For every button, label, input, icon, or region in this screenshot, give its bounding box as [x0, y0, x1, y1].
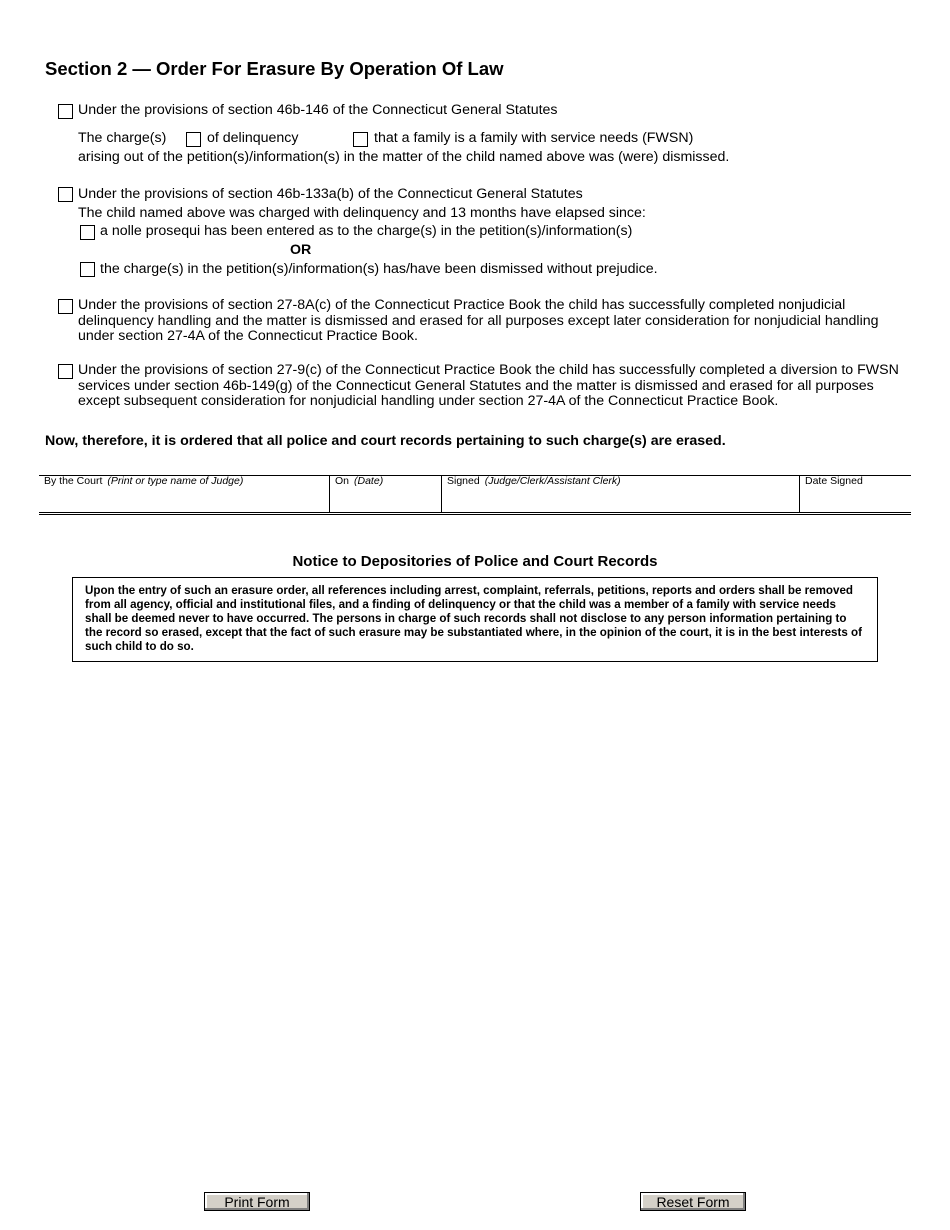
- notice-title: Notice to Depositories of Police and Court Records: [292, 553, 658, 570]
- judge-name-field[interactable]: [44, 489, 328, 511]
- signed-label-group: [447, 475, 621, 487]
- signature-table-divider: [799, 476, 800, 512]
- dismissed-without-prejudice-checkbox[interactable]: [80, 262, 95, 277]
- option-46b-133a-checkbox[interactable]: [58, 187, 73, 202]
- delinquency-checkbox[interactable]: [186, 132, 201, 147]
- signed-hint: (Judge/Clerk/Assistant Clerk): [484, 475, 621, 487]
- on-date-label-group: [335, 475, 383, 487]
- dismissed-statement: arising out of the petition(s)/information(s) in the matter of the child named above was (were) dismissed.: [78, 149, 730, 165]
- signature-table-bottom-border: [39, 512, 911, 513]
- on-date-field[interactable]: [335, 489, 439, 511]
- on-date-label: On: [335, 475, 350, 487]
- elapsed-statement: The child named above was charged with delinquency and 13 months have elapsed since:: [78, 205, 646, 221]
- charges-prefix-label: The charge(s): [78, 130, 167, 146]
- nolle-prosequi-label: a nolle prosequi has been entered as to the charge(s) in the petition(s)/information(s): [100, 223, 633, 239]
- notice-box: [72, 577, 878, 662]
- signature-table-divider: [329, 476, 330, 512]
- fwsn-label: that a family is a family with service needs (FWSN): [374, 130, 694, 146]
- option-46b-133a-label: Under the provisions of section 46b-133a(b) of the Connecticut General Statutes: [78, 186, 583, 202]
- delinquency-label: of delinquency: [207, 130, 299, 146]
- reset-form-button[interactable]: Reset Form: [640, 1192, 746, 1211]
- option-27-8a-checkbox[interactable]: [58, 299, 73, 314]
- option-27-9c-checkbox[interactable]: [58, 364, 73, 379]
- signed-label: Signed: [447, 475, 480, 487]
- option-27-9c-text: Under the provisions of section 27-9(c) of the Connecticut Practice Book the child has successfully completed a diversion to FWSN services under section 46b-149(g) of the Connecticut General Statutes and the matter is dismissed and erased for all purposes except subsequent consideration for nonjudicial handling under section 27-4A of the Connecticut Practice Book.: [78, 362, 899, 409]
- order-statement: Now, therefore, it is ordered that all police and court records pertaining to such charge(s) are erased.: [45, 433, 726, 449]
- by-court-hint: (Print or type name of Judge): [107, 475, 244, 487]
- on-date-hint: (Date): [354, 475, 384, 487]
- signature-table-divider: [441, 476, 442, 512]
- or-separator: OR: [290, 242, 312, 258]
- date-signed-label: Date Signed: [805, 475, 863, 487]
- by-court-label-group: [44, 475, 243, 487]
- fwsn-checkbox[interactable]: [353, 132, 368, 147]
- by-court-label: By the Court: [44, 475, 103, 487]
- signed-field[interactable]: [447, 489, 797, 511]
- print-form-button[interactable]: Print Form: [204, 1192, 310, 1211]
- date-signed-field[interactable]: [805, 489, 909, 511]
- option-46b-146-checkbox[interactable]: [58, 104, 73, 119]
- nolle-prosequi-checkbox[interactable]: [80, 225, 95, 240]
- option-27-8a-text: Under the provisions of section 27-8A(c) of the Connecticut Practice Book the child has successfully completed nonjudicial delinquency handling and the matter is dismissed and erased for all purposes except later consideration for nonjudicial handling under section 27-4A of the Connecticut Practice Book.: [78, 297, 879, 344]
- section-title: Section 2 — Order For Erasure By Operation Of Law: [45, 58, 504, 79]
- option-46b-146-label: Under the provisions of section 46b-146 of the Connecticut General Statutes: [78, 102, 558, 118]
- notice-body: Upon the entry of such an erasure order, all references including arrest, complaint, referrals, petitions, reports and orders shall be removed from all agency, official and institutional files, and a finding of delinquency or that the child was a member of a family with service needs shall be deemed never to have occurred. The persons in charge of such records shall not disclose to any person information pertaining to the record so erased, except that the fact of such erasure may be substantiated where, in the opinion of the court, it is in the best interests of such child to do so.: [85, 584, 862, 653]
- dismissed-without-prejudice-label: the charge(s) in the petition(s)/information(s) has/have been dismissed without prejudice.: [100, 261, 658, 277]
- signature-table-bottom-border-double: [39, 514, 911, 515]
